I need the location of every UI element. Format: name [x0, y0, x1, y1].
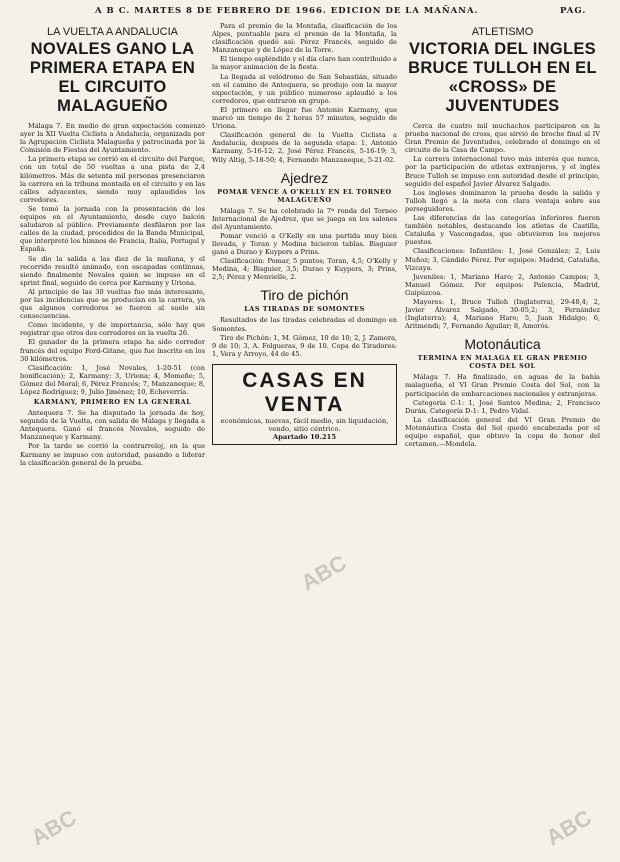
athletics-kicker: ATLETISMO [471, 26, 534, 38]
pigeon-paragraph: Tiro de Pichón: 1, M. Gómez, 10 de 10; 2, J. Zamora, 9 de 10; 3, A. Folgueras, 9 de 10. Copa de Tiradores: 1, Vera y Arroyo, 44 de 45. [212, 333, 397, 358]
athletics-paragraph: Cerca de cuatro mil muchachos participaron en la prueba nacional de cross, que sirvió de broche final al IV Gran Premio de Juventudes, celebrado el domingo en el circuito de la Casa de Campo. [405, 122, 600, 155]
athletics-paragraph: La carrera internacional tuvo más interés que nunca, por la participación de atletas extranjeros, y el inglés Bruce Tulloh se impuso con autoridad desde el principio, seguido del español Javier Álvarez Salgado. [405, 155, 600, 188]
abc-watermark: ABC [26, 804, 81, 851]
athletics-paragraph: Mayores: 1, Bruce Tulloh (Inglaterra), 29-48,4; 2, Javier Álvarez Salgado, 30-05,2; 3, Fernández (Inglaterra); 4, Mariano Haro; 5, Juan Hidalgo; 6, Aritmendi; 7, Fernando Aguilar; 8, Amorós. [405, 297, 600, 331]
page-header [0, 6, 620, 20]
chess-subhead: POMAR VENCE A O'KELLY EN EL TORNEO MALAGUEÑO [217, 187, 392, 204]
cycling-paragraph: Por la tarde se corrió la contrarreloj, en la que Karmany se impuso con autoridad, pasando a liderar la clasificación general de la prueba. [20, 442, 205, 467]
cycling-continued-paragraph: La llegada al velódromo de San Sebastián, situado en el camino de Antequera, se produjo con la mayor expectación, y un público numeroso aplaudió a los corredores, que entraron en grupo. [212, 72, 397, 105]
athletics-paragraph: Clasificaciones: Infantiles: 1, José González; 2, Luis Muñoz; 3, Cándido Pérez. Por equipos: Madrid, Cataluña, Vizcaya. [405, 247, 600, 272]
header-page-label: PAG. [560, 6, 587, 16]
pigeon-subhead: LAS TIRADAS DE SOMONTES [244, 305, 365, 314]
cycling-paragraph: Málaga 7. En medio de gran expectación comenzó ayer la XII Vuelta Ciclista a Andalucía, organizada por la Agrupación Ciclista Malagueña y patrocinada por la Comisión de Fiestas del Ayuntamiento. [20, 122, 205, 155]
cycling-paragraph: Como incidente, y de importancia, sólo hay que registrar que otros dos corredores en la vuelta 26. [20, 321, 205, 338]
cycling-paragraph: Clasificación: 1, José Novales, 1-20-51 (con bonificación); 2, Karmany; 3, Uriona; 4, Momeñe; 5, Gómez del Moral; 6, Pérez Francés; 7, Manzaneque; 8, López Rodríguez; 9, Julio Jiménez; 10, Echeverría. [20, 363, 205, 396]
cycling-paragraph: La primera etapa se corrió en el circuito del Parque, con un total de 50 vueltas a una pista de 2,4 kilómetros. Más de setenta mil personas presenciaron la carrera en la tribuna montada en el circuito y en las calles adyacentes, siendo muy aplaudidos los corredores. [20, 155, 205, 204]
athletics-headline: VICTORIA DEL INGLES BRUCE TULLOH EN EL «CROSS» DE JUVENTUDES [408, 40, 597, 115]
cycling-paragraph: Antequera 7. Se ha disputado la jornada de hoy, segunda de la Vuelta, con salida de Málaga y llegada a Antequera. Ganó el francés Novales, seguido de Manzaneque y Karmany. [20, 409, 205, 442]
cycling-kicker: LA VUELTA A ANDALUCIA [46, 26, 179, 38]
chess-paragraph: Clasificación: Pomar, 5 puntos; Toran, 4,5; O'Kelly y Medina, 4; Bisguier, 3,5; Durao y Kuypers, 3; Prins, 2,5; Pérez y Menvielle, 2. [212, 257, 397, 282]
athletics-paragraph: Las diferencias de las categorías inferiores fueron también notables, destacando los atletas de Castilla, Cataluña y Vascongadas, que obtuvieron los mejores puestos. [405, 214, 600, 247]
motonautica-paragraph: La clasificación general del VI Gran Premio de Motonáutica Costa del Sol quedó encabezada por el equipo español, que obtuvo la copa de honor del certamen.—Mondela. [405, 415, 600, 449]
pigeon-paragraph: Resultados de las tiradas celebradas el domingo en Somontes. [212, 316, 397, 333]
motonautica-heading: Motonáutica [464, 336, 541, 353]
ad-text: económicas, nuevas, fácil medio, sin liquidación, vendo, sitio céntrico. [220, 416, 389, 433]
abc-watermark: ABC [541, 804, 596, 851]
cycling-paragraph: El ganador de la primera etapa ha sido corredor francés del equipo Ford-Gitane, que fue inscrito en los 30 kilómetros. [20, 338, 205, 363]
motonautica-paragraph: Málaga 7. Ha finalizado, en aguas de la bahía malagueña, el VI Gran Premio Costa del Sol, con la participación de embarcaciones nacionales y extranjeras. [405, 373, 600, 398]
cycling-continued-paragraph: El tiempo espléndido y el día claro han contribuido a la mayor animación de la fiesta. [212, 55, 397, 72]
cycling-continued-paragraph: Clasificación general de la Vuelta Ciclista a Andalucía, después de la segunda etapa: 1, Antonio Karmany, 5-16-12; 2, José Pérez Francés, 5-16-19; 3, Wily Altig, 5-18-50; 4, Fernando Manzaneque, 5-21-02. [212, 131, 397, 164]
chess-paragraph: Pomar venció a O'Kelly en una partida muy bien llevada, y Toran y Medina hicieron tablas. Bisguier ganó a Durao y Kuypers a Prins. [212, 231, 397, 257]
motonautica-paragraph: Categoría C-1: 1, José Santos Medina; 2, Francisco Durán. Categoría D-1: 1, Pedro Vidal. [405, 398, 600, 415]
athletics-paragraph: Los ingleses dominaron la prueba desde la salida y Tulloh llegó a la meta con clara ventaja sobre sus perseguidores. [405, 188, 600, 213]
pigeon-heading: Tiro de pichón [260, 287, 349, 304]
column-athletics [405, 22, 600, 858]
cycling-subhead: KARMANY, PRIMERO EN LA GENERAL [33, 398, 192, 407]
ad-address: Apartado 10.215 [272, 432, 337, 441]
column-cycling [20, 22, 205, 858]
abc-watermark: ABC [296, 549, 351, 596]
motonautica-subhead: TERMINA EN MALAGA EL GRAN PREMIO COSTA DEL SOL [417, 354, 588, 371]
classified-ad [212, 364, 397, 445]
cycling-headline: NOVALES GANO LA PRIMERA ETAPA EN EL CIRCUITO MALAGUEÑO [29, 40, 196, 115]
column-middle [212, 22, 397, 858]
ad-title: CASAS EN VENTA [242, 368, 367, 416]
cycling-paragraph: Al principio de las 30 vueltas fue más interesante, por las incidencias que se producían en la carrera, ya que algunos corredores se fueron al suelo sin consecuencias. [20, 287, 205, 321]
cycling-paragraph: Se tomó la jornada con la presentación de los equipos en el Ayuntamiento, desde cuyo balcón saludaron al público. Previamente desfilaron por las calles de la ciudad, precedidos de la Banda Municipal, que interpretó los himnos de Francia, Italia, Portugal y España. [20, 204, 205, 254]
cycling-paragraph: Se dio la salida a las diez de la mañana, y el recorrido resultó animado, con escapadas continuas, siendo finalmente Novales quien se impuso en el sprint final, seguido de cerca por Karmany y Uriona. [20, 254, 205, 287]
header-dateline: A B C. MARTES 8 DE FEBRERO DE 1966. EDICION DE LA MAÑANA. [95, 6, 479, 16]
cycling-continued-paragraph: Para el premio de la Montaña, clasificación de los Alpes, puntuable para el premio de la Montaña, la clasificación quedó así: Pérez Francés, seguido de Manzaneque y de López de la Torre. [212, 22, 397, 55]
chess-paragraph: Málaga 7. Se ha celebrado la 7ª ronda del Torneo Internacional de Ajedrez, que se juega en los salones del Ayuntamiento. [212, 206, 397, 231]
chess-heading: Ajedrez [280, 169, 329, 186]
cycling-continued-paragraph: El primero en llegar fue Antonio Karmany, que marcó un tiempo de 2 horas 57 minutos, seguido de Uriona. [212, 105, 397, 131]
athletics-paragraph: Juveniles: 1, Mariano Haro; 2, Antonio Campos; 3, Manuel Gómez. Por equipos: Palencia, Madrid, Guipúzcoa. [405, 272, 600, 297]
